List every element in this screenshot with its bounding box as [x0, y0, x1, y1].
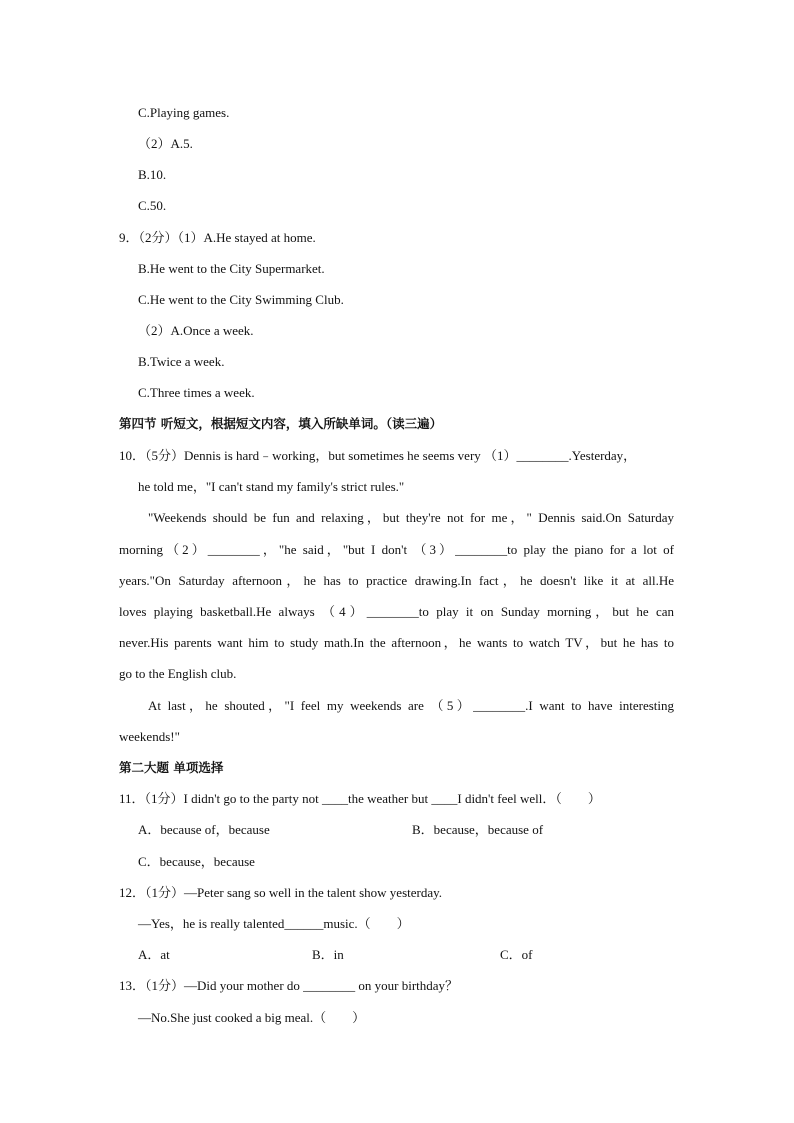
- question-10-line-2: he told me，"I can't stand my family's strict rules.": [138, 479, 405, 494]
- question-10-line-7: never.His parents want him to study math.In the afternoon，he wants to watch TV，but he has to: [119, 635, 674, 650]
- question-10-line-10: weekends!": [119, 729, 180, 744]
- q9-option-b: B.He went to the City Supermarket.: [138, 261, 325, 276]
- q9-part2-option-c: C.Three times a week.: [138, 385, 255, 400]
- question-9: 9．（2分）（1）A.He stayed at home.: [119, 230, 316, 245]
- q8-part2-option-c: C.50.: [138, 198, 167, 213]
- q8-part2-option-b: B.10.: [138, 167, 167, 182]
- q9-part2-option-a: （2）A.Once a week.: [138, 323, 254, 338]
- q9-option-c: C.He went to the City Swimming Club.: [138, 292, 344, 307]
- question-13-line-2: —No.She just cooked a big meal.（ ）: [138, 1010, 366, 1025]
- q12-option-c: C．of: [500, 947, 533, 962]
- question-10-line-1: 10．（5分）Dennis is hard﹣working，but sometimes he seems very （1）________.Yesterday，: [119, 448, 637, 463]
- question-10-line-6: loves playing basketball.He always （4）________to play it on Sunday morning，but he can: [119, 604, 674, 619]
- question-13: 13．（1分）—Did your mother do ________ on your birthday？: [119, 978, 459, 993]
- q11-option-b: B．because，because of: [412, 822, 544, 837]
- part-2-heading: 第二大题 单项选择: [119, 760, 224, 775]
- question-10-line-4: morning（2）________，"he said，"but I don't （3）________to play the piano for a lot of: [119, 542, 674, 557]
- section-4-heading: 第四节 听短文，根据短文内容，填入所缺单词。（读三遍）: [119, 416, 443, 431]
- question-10-line-9: At last，he shouted，"I feel my weekends are （5）________.I want to have interesting: [148, 698, 674, 713]
- q12-option-b: B．in: [312, 947, 344, 962]
- q8-part2-option-a: （2）A.5.: [138, 136, 193, 151]
- q12-option-a: A．at: [138, 947, 170, 962]
- q11-option-c: C．because，because: [138, 854, 255, 869]
- question-10-line-5: years."On Saturday afternoon，he has to practice drawing.In fact，he doesn't like it at all.He: [119, 573, 674, 588]
- q11-option-a: A．because of，because: [138, 822, 270, 837]
- question-12-line-2: —Yes，he is really talented______music.（ ）: [138, 916, 410, 931]
- q8-option-c: C.Playing games.: [138, 105, 230, 120]
- q9-part2-option-b: B.Twice a week.: [138, 354, 225, 369]
- question-10-line-3: "Weekends should be fun and relaxing，but they're not for me，" Dennis said.On Saturday: [148, 510, 674, 525]
- question-10-line-8: go to the English club.: [119, 666, 237, 681]
- question-11: 11．（1分）I didn't go to the party not ____the weather but ____I didn't feel well．（ ）: [119, 791, 601, 806]
- question-12: 12．（1分）—Peter sang so well in the talent show yesterday.: [119, 885, 443, 900]
